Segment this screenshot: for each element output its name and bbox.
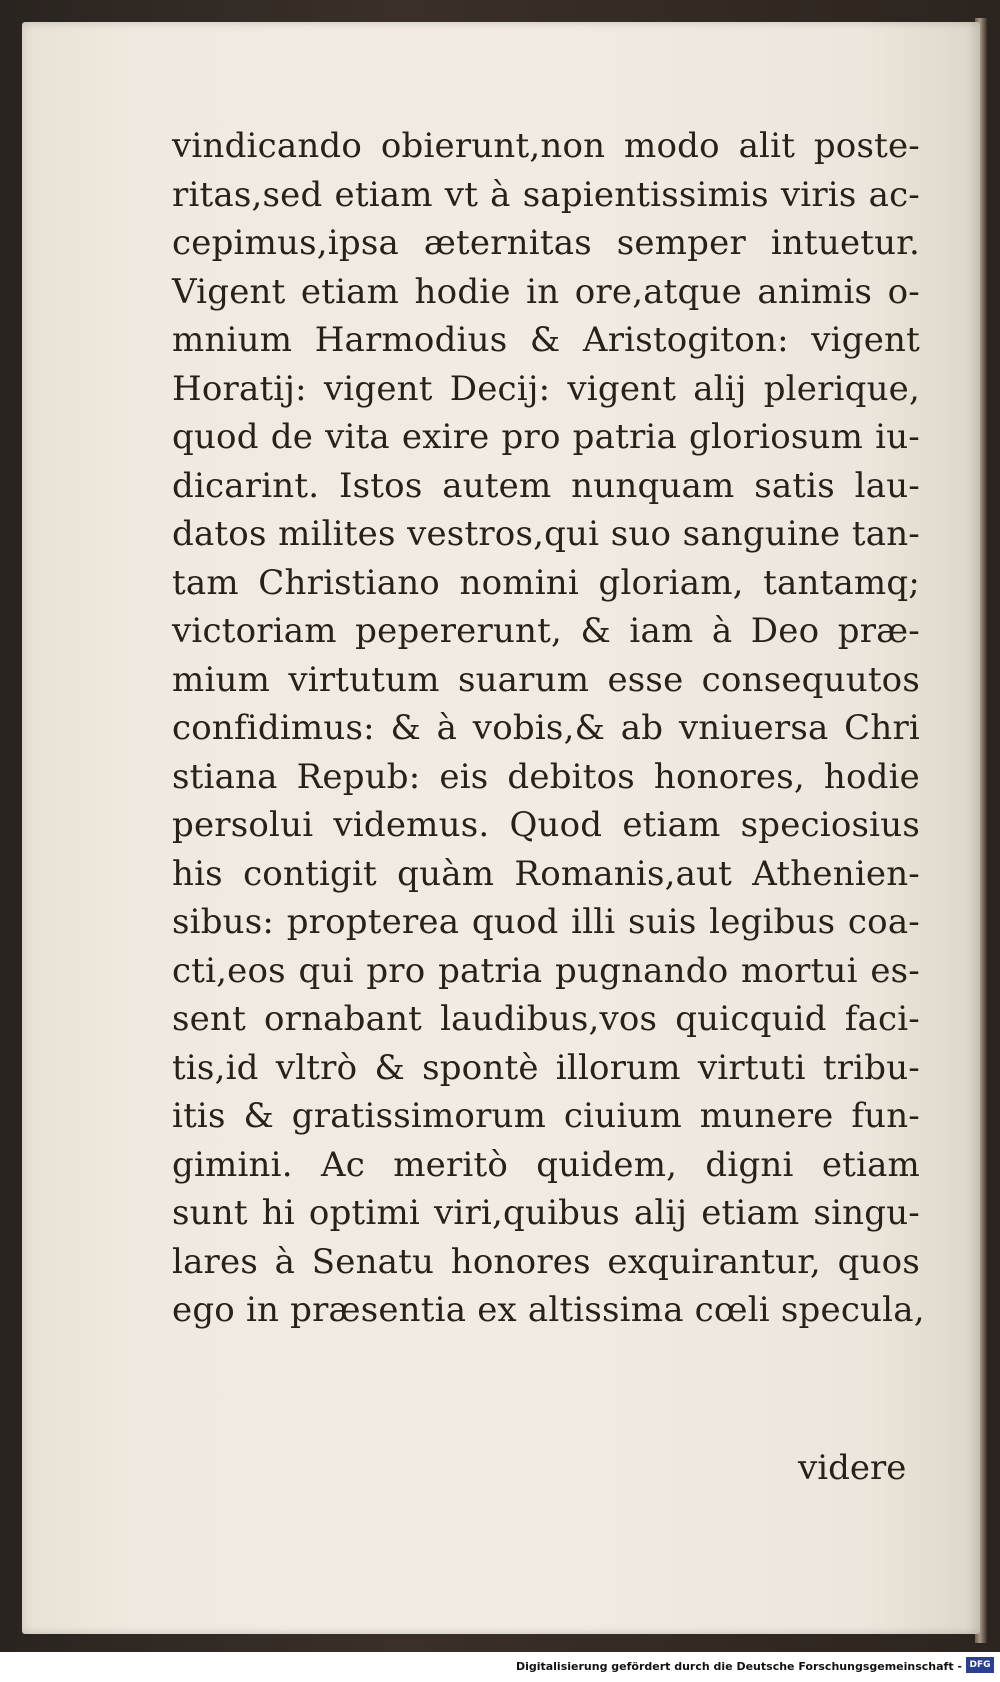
text-line: itis & gratissimorum ciuium munere fun- xyxy=(172,1096,920,1136)
footer-bar xyxy=(0,1652,1000,1682)
text-line: his contigit quàm Romanis,aut Athenien- xyxy=(172,853,920,894)
text-line: sent ornabant laudibus,vos quicquid faci- xyxy=(172,999,920,1039)
text-line: stiana Repub: eis debitos honores, hodie xyxy=(172,756,920,797)
text-line: cepimus,ipsa æternitas semper intuetur. xyxy=(172,223,920,263)
text-line: dicarint. Istos autem nunquam satis lau- xyxy=(172,465,920,506)
text-line: mnium Harmodius & Aristogiton: vigent xyxy=(172,320,920,360)
text-line: sibus: propterea quod illi suis legibus coa- xyxy=(172,902,920,942)
digitization-credit: Digitalisierung gefördert durch die Deutsche Forschungsgemeinschaft - xyxy=(515,1660,962,1673)
text-line: mium virtutum suarum esse consequutos xyxy=(172,659,920,700)
text-line: lares à Senatu honores exquirantur, quos xyxy=(172,1241,920,1282)
text-line: tam Christiano nomini gloriam, tantamq; xyxy=(172,562,920,603)
text-line: vindicando obierunt,non modo alit poste- xyxy=(172,126,920,166)
text-line: Vigent etiam hodie in ore,atque animis o- xyxy=(172,271,920,312)
text-line: sunt hi optimi viri,quibus alij etiam singu- xyxy=(172,1193,920,1233)
text-line: quod de vita exire pro patria gloriosum iu- xyxy=(172,417,920,457)
text-line: Horatij: vigent Decij: vigent alij plerique, xyxy=(172,368,920,409)
text-line: persolui videmus. Quod etiam speciosius xyxy=(172,805,920,845)
dfg-logo: DFG xyxy=(966,1657,994,1673)
catchword: videre xyxy=(798,1448,907,1488)
text-line: gimini. Ac meritò quidem, digni etiam xyxy=(172,1144,920,1185)
text-line: victoriam pepererunt, & iam à Deo præ- xyxy=(172,611,920,651)
text-line: ego in præsentia ex altissima cœli specula, xyxy=(172,1290,925,1330)
text-line: datos milites vestros,qui suo sanguine tan- xyxy=(172,514,920,554)
text-line: cti,eos qui pro patria pugnando mortui es- xyxy=(172,950,920,991)
text-line: ritas,sed etiam vt à sapientissimis viris ac- xyxy=(172,174,920,215)
text-line: tis,id vltrò & spontè illorum virtuti tribu- xyxy=(172,1047,920,1088)
page-text-block xyxy=(172,122,925,1335)
text-line: confidimus: & à vobis,& ab vniuersa Chri xyxy=(172,708,920,748)
